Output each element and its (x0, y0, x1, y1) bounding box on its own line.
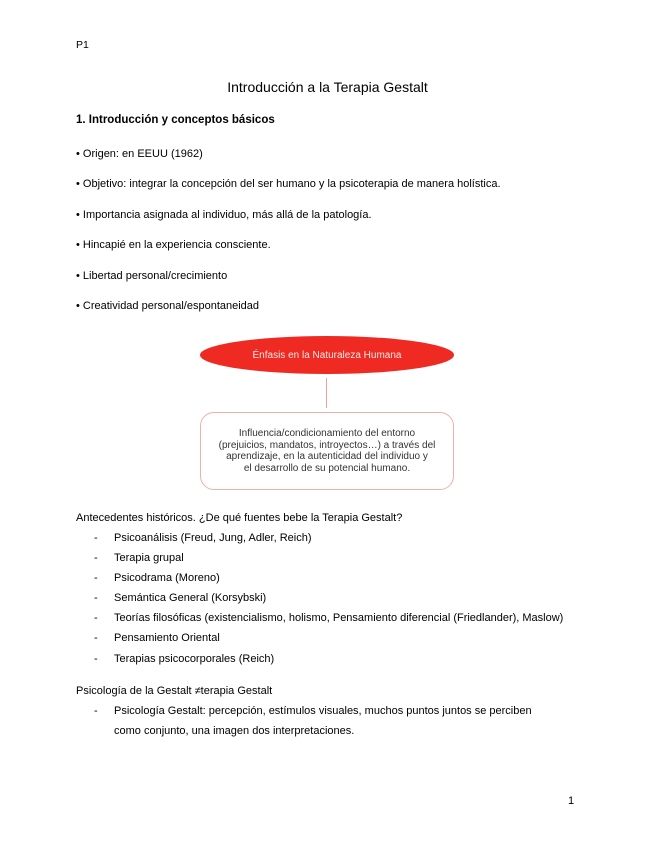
document-title: Introducción a la Terapia Gestalt (227, 79, 428, 95)
psicologia-item (94, 705, 532, 717)
antecedente-item (94, 552, 184, 564)
dash-marker: - (94, 572, 98, 584)
dash-marker: - (94, 552, 98, 564)
diagram-ellipse-text: Énfasis en la Naturaleza Humana (252, 349, 402, 361)
psicologia-text: Psicología Gestalt: percepción, estímulos visuales, muchos puntos juntos se perciben (114, 705, 532, 717)
bullet-item: • Hincapié en la experiencia consciente. (76, 239, 271, 251)
dash-marker: - (94, 705, 98, 717)
antecedente-item (94, 612, 563, 624)
diagram-box-line: el desarrollo de su potencial humano. (243, 462, 411, 474)
antecedentes-heading: Antecedentes históricos. ¿De qué fuentes bebe la Terapia Gestalt? (76, 512, 403, 524)
section-heading: 1. Introducción y conceptos básicos (76, 114, 275, 126)
bullet-item: • Importancia asignada al individuo, más allá de la patología. (76, 209, 372, 221)
antecedente-item (94, 653, 274, 665)
dash-marker: - (94, 532, 98, 544)
antecedente-item (94, 572, 220, 584)
diagram-ellipse (200, 336, 454, 374)
dash-marker: - (94, 653, 98, 665)
diagram-box (200, 412, 454, 490)
page-number: 1 (568, 795, 575, 807)
diagram-connector-line (326, 378, 327, 408)
dash-marker: - (94, 592, 98, 604)
diagram-box-line: aprendizaje, en la autenticidad del individuo y (226, 451, 428, 462)
antecedente-text: Pensamiento Oriental (114, 632, 220, 644)
bullet-item: • Objetivo: integrar la concepción del ser humano y la psicoterapia de manera holística. (76, 178, 501, 190)
page-label: P1 (76, 39, 89, 51)
bullet-item: • Libertad personal/crecimiento (76, 270, 228, 282)
antecedente-text: Teorías filosóficas (existencialismo, holismo, Pensamiento diferencial (Friedlander), Maslow) (114, 612, 564, 624)
antecedente-item (94, 632, 220, 644)
diagram-box-line: Influencia/condicionamiento del entorno (238, 428, 416, 439)
psicologia-item-continuation: como conjunto, una imagen dos interpretaciones. (114, 725, 355, 737)
psicologia-heading: Psicología de la Gestalt ≠terapia Gestalt (76, 685, 273, 697)
dash-marker: - (94, 612, 98, 624)
antecedente-item (94, 592, 266, 604)
antecedente-item (94, 532, 311, 544)
bullet-item: • Origen: en EEUU (1962) (76, 148, 203, 160)
antecedente-text: Terapias psicocorporales (Reich) (114, 653, 275, 665)
antecedente-text: Psicodrama (Moreno) (114, 572, 220, 584)
bullet-item: • Creatividad personal/espontaneidad (76, 300, 260, 312)
dash-marker: - (94, 632, 98, 644)
antecedente-text: Terapia grupal (114, 552, 184, 564)
diagram-box-line: (prejuicios, mandatos, introyectos…) a través del (218, 439, 436, 451)
antecedente-text: Semántica General (Korsybski) (114, 592, 267, 604)
antecedente-text: Psicoanálisis (Freud, Jung, Adler, Reich) (114, 532, 312, 544)
